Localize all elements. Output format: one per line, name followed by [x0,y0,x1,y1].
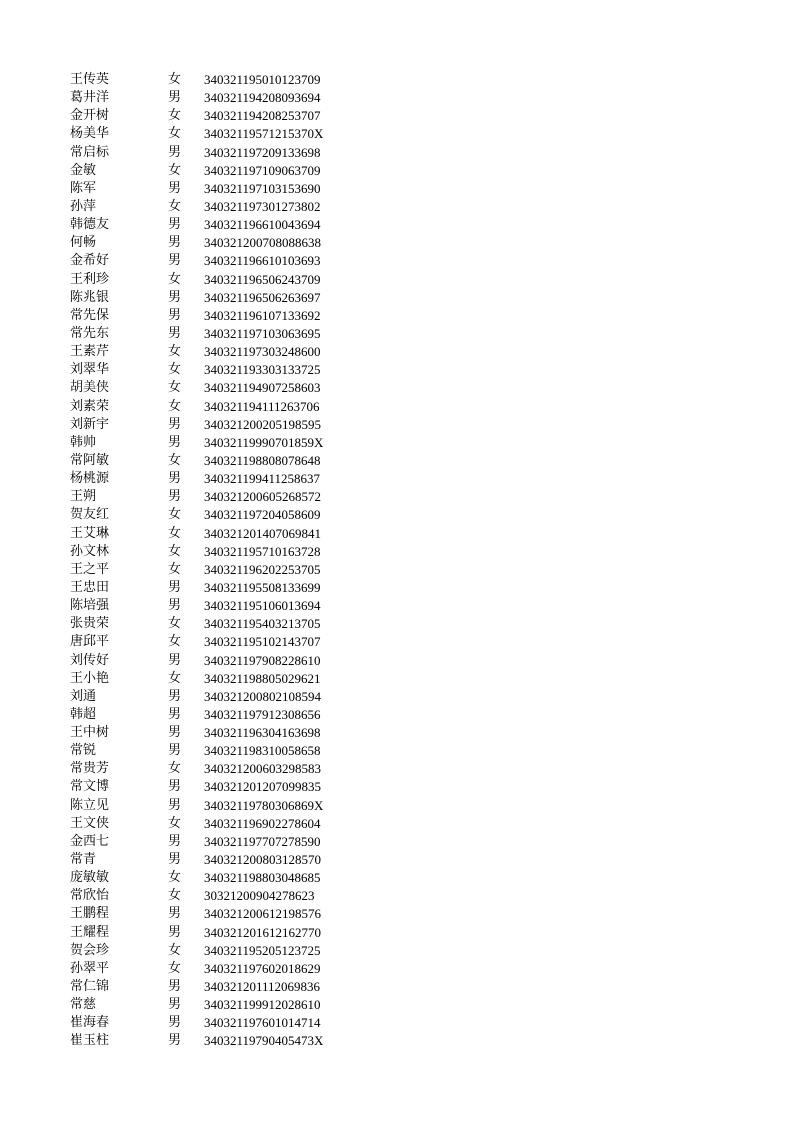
person-gender: 男 [168,90,182,106]
person-name: 常锐 [70,743,97,759]
list-item [70,851,370,869]
person-name: 刘传好 [70,652,110,668]
list-item [70,416,370,434]
person-gender: 男 [168,434,182,450]
list-item [70,978,370,996]
person-id-number: 340321196107133692 [204,307,321,323]
person-name: 陈兆银 [70,289,110,305]
person-name: 孙翠平 [70,960,110,976]
list-item [70,924,370,942]
person-id-number: 340321195102143707 [204,634,321,650]
person-name: 金希好 [70,253,110,269]
person-id-number: 340321200205198595 [204,416,321,432]
list-item [70,543,370,561]
person-gender: 男 [168,852,182,868]
person-gender: 男 [168,652,182,668]
list-item [70,797,370,815]
person-name: 常启标 [70,144,110,160]
person-name: 杨桃源 [70,471,110,487]
person-id-number: 340321196902278604 [204,815,321,831]
person-gender: 女 [168,398,182,414]
list-item [70,815,370,833]
person-name: 常先东 [70,325,110,341]
person-gender: 男 [168,979,182,995]
person-gender: 男 [168,289,182,305]
person-gender: 女 [168,634,182,650]
person-gender: 男 [168,325,182,341]
list-item [70,778,370,796]
person-name: 刘新宇 [70,416,110,432]
person-id-number: 340321194208253707 [204,108,321,124]
person-gender: 女 [168,72,182,87]
list-item [70,652,370,670]
person-gender: 女 [168,108,182,124]
person-name: 王中树 [70,725,110,741]
person-gender: 男 [168,725,182,741]
list-item [70,107,370,125]
person-gender: 女 [168,452,182,468]
person-gender: 男 [168,906,182,922]
list-item [70,488,370,506]
person-id-number: 340321198310058658 [204,743,321,759]
person-id-number: 340321198803048685 [204,870,321,886]
person-id-number: 340321200605268572 [204,489,321,505]
person-gender: 男 [168,779,182,795]
list-item [70,71,370,89]
person-gender: 男 [168,307,182,323]
person-gender: 男 [168,217,182,233]
person-id-number: 340321197912308656 [204,706,321,722]
person-name: 杨美华 [70,126,110,142]
list-item [70,271,370,289]
list-item [70,960,370,978]
person-id-number: 340321197209133698 [204,144,321,160]
person-gender: 女 [168,670,182,686]
list-item [70,1032,370,1050]
person-name: 胡美侠 [70,380,110,396]
list-item [70,198,370,216]
person-name: 常先保 [70,307,110,323]
person-name: 王鹏程 [70,906,110,922]
person-id-number: 340321200708088638 [204,235,321,251]
person-id-number: 340321195508133699 [204,579,321,595]
person-gender: 女 [168,198,182,214]
person-gender: 男 [168,180,182,196]
person-name: 陈培强 [70,598,110,614]
person-list [70,71,370,1051]
person-gender: 女 [168,380,182,396]
list-item [70,942,370,960]
person-gender: 女 [168,761,182,777]
person-gender: 女 [168,162,182,178]
person-id-number: 340321200603298583 [204,761,321,777]
list-item [70,234,370,252]
person-name: 王传英 [70,72,110,87]
person-name: 常慈 [70,997,97,1013]
person-id-number: 340321197303248600 [204,344,321,360]
person-id-number: 340321197109063709 [204,162,321,178]
person-gender: 男 [168,579,182,595]
person-name: 葛井洋 [70,90,110,106]
person-name: 张贵荣 [70,616,110,632]
person-name: 崔玉柱 [70,1033,110,1049]
list-item [70,633,370,651]
person-id-number: 340321196202253705 [204,561,321,577]
list-item [70,597,370,615]
person-id-number: 34032119571215370X [204,126,324,142]
person-id-number: 340321194907258603 [204,380,321,396]
list-item [70,470,370,488]
person-id-number: 34032119780306869X [204,797,324,813]
person-id-number: 340321194208093694 [204,90,321,106]
person-id-number: 340321199411258637 [204,471,321,487]
list-item [70,905,370,923]
list-item [70,180,370,198]
list-item [70,760,370,778]
list-item [70,144,370,162]
person-name: 常阿敏 [70,452,110,468]
person-gender: 男 [168,706,182,722]
person-id-number: 30321200904278623 [204,888,315,904]
person-gender: 男 [168,997,182,1013]
person-id-number: 340321200802108594 [204,688,321,704]
person-name: 韩德友 [70,217,110,233]
person-name: 刘通 [70,688,97,704]
person-gender: 男 [168,598,182,614]
person-name: 王小艳 [70,670,110,686]
list-item [70,379,370,397]
person-gender: 男 [168,797,182,813]
person-id-number: 340321197908228610 [204,652,321,668]
person-id-number: 340321200612198576 [204,906,321,922]
person-id-number: 340321195710163728 [204,543,321,559]
person-gender: 女 [168,126,182,142]
person-gender: 女 [168,344,182,360]
person-id-number: 340321195205123725 [204,942,321,958]
person-id-number: 340321197707278590 [204,833,321,849]
person-name: 王利珍 [70,271,110,287]
person-name: 常贵芳 [70,761,110,777]
list-item [70,525,370,543]
person-gender: 男 [168,743,182,759]
person-gender: 男 [168,416,182,432]
list-item [70,307,370,325]
list-item [70,724,370,742]
person-name: 孙萍 [70,198,97,214]
list-item [70,833,370,851]
person-id-number: 34032119790405473X [204,1033,324,1049]
person-gender: 女 [168,815,182,831]
person-id-number: 340321195106013694 [204,598,321,614]
person-id-number: 340321194111263706 [204,398,320,414]
person-name: 常仁锦 [70,979,110,995]
person-gender: 女 [168,362,182,378]
person-name: 崔海春 [70,1015,110,1031]
person-gender: 男 [168,235,182,251]
list-item [70,579,370,597]
list-item [70,289,370,307]
person-gender: 男 [168,833,182,849]
list-item [70,162,370,180]
person-id-number: 340321201612162770 [204,924,321,940]
person-name: 王素芹 [70,344,110,360]
list-item [70,996,370,1014]
person-id-number: 34032119990701859X [204,434,324,450]
person-id-number: 340321197103153690 [204,180,321,196]
list-item [70,670,370,688]
person-gender: 女 [168,942,182,958]
person-gender: 女 [168,543,182,559]
person-gender: 女 [168,870,182,886]
list-item [70,869,370,887]
person-name: 王文侠 [70,815,110,831]
list-item [70,742,370,760]
person-id-number: 340321198805029621 [204,670,321,686]
person-id-number: 340321196304163698 [204,725,321,741]
person-name: 金敏 [70,162,97,178]
person-name: 贺友红 [70,507,110,523]
list-item [70,361,370,379]
list-item [70,125,370,143]
list-item [70,343,370,361]
person-id-number: 340321200803128570 [204,852,321,868]
person-gender: 男 [168,253,182,269]
list-item [70,688,370,706]
person-name: 王忠田 [70,579,110,595]
person-gender: 女 [168,616,182,632]
person-name: 韩帅 [70,434,97,450]
list-item [70,325,370,343]
person-id-number: 340321198808078648 [204,452,321,468]
person-id-number: 340321196506243709 [204,271,321,287]
person-id-number: 340321193303133725 [204,362,321,378]
person-id-number: 340321201207099835 [204,779,321,795]
person-name: 金西七 [70,833,110,849]
person-gender: 男 [168,1033,182,1049]
person-name: 常欣怡 [70,888,110,904]
person-gender: 女 [168,561,182,577]
person-id-number: 340321196610103693 [204,253,321,269]
person-name: 庞敏敏 [70,870,110,886]
person-name: 王耀程 [70,924,110,940]
person-id-number: 340321197301273802 [204,198,321,214]
list-item [70,216,370,234]
person-name: 刘素荣 [70,398,110,414]
list-item [70,434,370,452]
person-name: 何畅 [70,235,97,251]
person-name: 陈立见 [70,797,110,813]
person-id-number: 340321199912028610 [204,997,321,1013]
person-gender: 女 [168,888,182,904]
list-item [70,1014,370,1032]
person-gender: 男 [168,924,182,940]
person-gender: 女 [168,507,182,523]
list-item [70,252,370,270]
list-item [70,398,370,416]
person-id-number: 340321196610043694 [204,217,321,233]
person-id-number: 340321197601014714 [204,1015,321,1031]
person-id-number: 340321197103063695 [204,325,321,341]
person-gender: 男 [168,1015,182,1031]
list-item [70,706,370,724]
person-name: 唐邱平 [70,634,110,650]
person-id-number: 340321195403213705 [204,616,321,632]
person-gender: 男 [168,489,182,505]
list-item [70,89,370,107]
person-name: 刘翠华 [70,362,110,378]
person-id-number: 340321197602018629 [204,960,321,976]
person-name: 孙文林 [70,543,110,559]
person-name: 贺会珍 [70,942,110,958]
list-item [70,561,370,579]
person-gender: 女 [168,960,182,976]
list-item [70,452,370,470]
person-id-number: 340321201407069841 [204,525,321,541]
list-item [70,887,370,905]
person-name: 韩超 [70,706,97,722]
person-gender: 女 [168,271,182,287]
person-name: 陈军 [70,180,97,196]
person-id-number: 340321197204058609 [204,507,321,523]
person-id-number: 340321201112069836 [204,979,321,995]
list-item [70,615,370,633]
person-gender: 男 [168,144,182,160]
person-name: 常青 [70,852,97,868]
person-id-number: 340321196506263697 [204,289,321,305]
person-id-number: 340321195010123709 [204,72,321,87]
person-gender: 女 [168,525,182,541]
person-name: 王艾琳 [70,525,110,541]
person-gender: 男 [168,471,182,487]
person-gender: 男 [168,688,182,704]
list-item [70,506,370,524]
person-name: 王朔 [70,489,97,505]
person-name: 王之平 [70,561,110,577]
person-name: 金开树 [70,108,110,124]
person-name: 常文博 [70,779,110,795]
